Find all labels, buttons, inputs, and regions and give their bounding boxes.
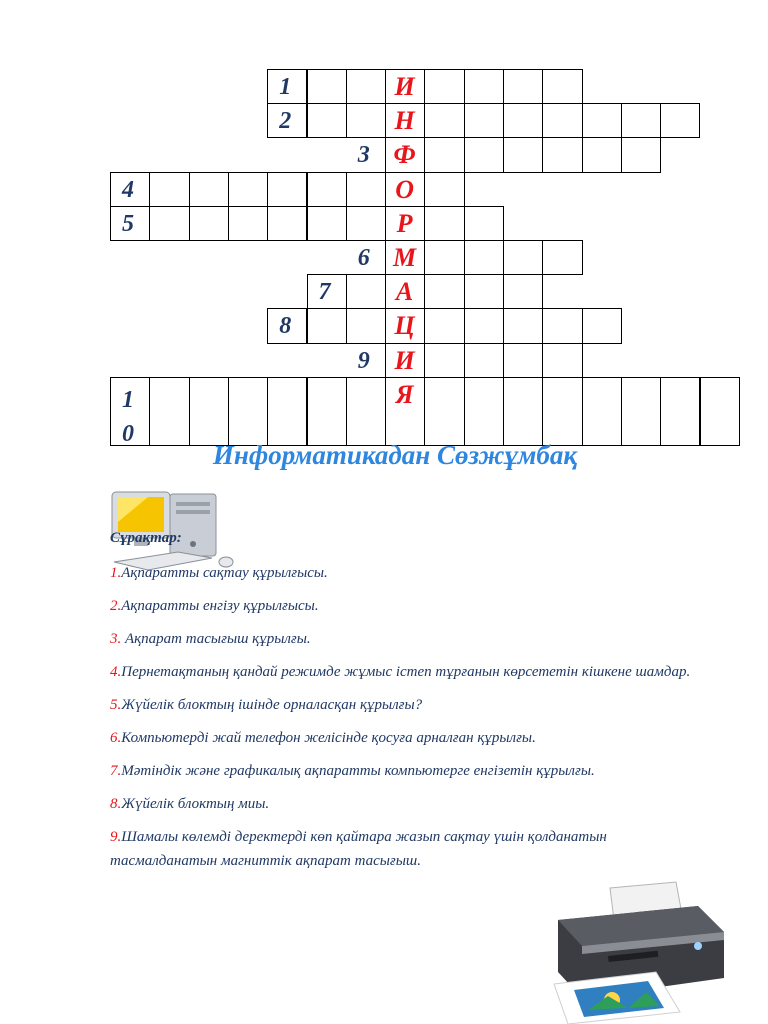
crossword-cell[interactable]	[464, 240, 504, 275]
crossword-cell[interactable]	[464, 343, 504, 378]
crossword-cell[interactable]	[542, 308, 582, 343]
question-text: Шамалы көлемді деректерді көп қайтара жазып сақтау үшін қолданатын тасмалданатын магниттік ақпарат тасығыш.	[110, 829, 607, 869]
crossword-cell[interactable]	[307, 69, 347, 104]
keyword-letter: А	[395, 277, 414, 307]
question-item	[110, 660, 710, 684]
questions-section	[110, 530, 710, 882]
crossword-cell[interactable]	[542, 69, 582, 104]
crossword-cell[interactable]	[424, 274, 464, 309]
crossword-cell[interactable]	[346, 308, 386, 343]
crossword-cell[interactable]	[582, 377, 622, 446]
crossword-cell[interactable]	[267, 377, 307, 446]
keyword-letter: Р	[396, 208, 413, 238]
clue-number: 1	[279, 74, 292, 100]
crossword-cell[interactable]	[503, 377, 543, 446]
crossword-cell[interactable]	[464, 206, 504, 241]
question-text: Ақпаратты енгізу құрылғысы.	[121, 598, 319, 614]
keyword-letter: Ц	[394, 311, 415, 341]
keyword-letter: О	[395, 174, 414, 204]
crossword-cell[interactable]	[582, 137, 622, 172]
crossword-cell[interactable]	[582, 308, 622, 343]
inkjet-printer-icon	[548, 880, 728, 1024]
clue-number: 7	[318, 279, 331, 306]
crossword-cell[interactable]	[503, 274, 543, 309]
crossword-cell[interactable]	[464, 274, 504, 309]
crossword-cell[interactable]	[542, 343, 582, 378]
crossword-cell[interactable]	[267, 206, 307, 241]
clue-number: 3	[357, 142, 370, 169]
crossword-cell[interactable]	[189, 377, 229, 446]
crossword-cell[interactable]	[307, 308, 347, 343]
question-number: 2.	[110, 598, 122, 614]
question-number: 1.	[110, 565, 122, 581]
question-text: Жүйелік блоктың миы.	[121, 796, 270, 812]
question-number: 7.	[110, 763, 122, 779]
crossword-cell[interactable]	[307, 103, 347, 138]
crossword-cell[interactable]	[424, 103, 464, 138]
crossword-cell[interactable]	[228, 206, 268, 241]
crossword-cell[interactable]	[621, 103, 661, 138]
clue-number: 2	[279, 108, 292, 135]
question-item	[110, 627, 710, 651]
crossword-cell[interactable]	[346, 69, 386, 104]
question-item	[110, 594, 710, 618]
question-item	[110, 759, 710, 783]
crossword-cell[interactable]	[424, 137, 464, 172]
crossword-cell[interactable]	[307, 172, 347, 207]
question-item	[110, 792, 710, 816]
crossword-cell[interactable]	[228, 377, 268, 446]
question-number: 9.	[110, 829, 122, 845]
clue-number: 6	[357, 245, 370, 271]
crossword-cell[interactable]	[503, 240, 543, 275]
crossword-cell[interactable]	[503, 69, 543, 104]
crossword-cell[interactable]	[582, 103, 622, 138]
crossword-cell[interactable]	[660, 103, 700, 138]
clue-number: 9	[357, 347, 370, 374]
crossword-cell[interactable]	[503, 137, 543, 172]
crossword-cell[interactable]	[228, 172, 268, 207]
crossword-cell[interactable]	[346, 206, 386, 241]
question-number: 6.	[110, 730, 122, 746]
crossword-cell[interactable]	[424, 69, 464, 104]
keyword-letter: И	[394, 345, 415, 375]
crossword-cell[interactable]	[464, 137, 504, 172]
question-number: 3.	[110, 631, 122, 647]
crossword-cell[interactable]	[267, 172, 307, 207]
crossword-cell[interactable]	[346, 172, 386, 207]
keyword-letter: М	[393, 243, 417, 272]
crossword-cell[interactable]	[464, 103, 504, 138]
question-number: 8.	[110, 796, 122, 812]
question-text: Мәтіндік және графикалық ақпаратты компьютерге енгізетін құрылғы.	[121, 763, 595, 779]
crossword-cell[interactable]	[424, 308, 464, 343]
crossword-cell[interactable]	[464, 308, 504, 343]
crossword-cell[interactable]	[542, 103, 582, 138]
clue-number: 1 0	[122, 386, 134, 447]
crossword-cell[interactable]	[542, 240, 582, 275]
keyword-letter: Я	[395, 379, 414, 409]
crossword-grid	[0, 0, 768, 450]
question-text: Пернетақтаның қандай режимде жұмыс істеп тұрғанын көрсететін кішкене шамдар.	[121, 664, 691, 680]
keyword-letter: И	[394, 72, 415, 101]
page-title: Информатикадан Сөзжұмбақ	[212, 440, 578, 470]
keyword-letter: Ф	[393, 140, 416, 170]
question-text: Компьютерді жай телефон желісінде қосуға арналған құрылғы.	[121, 730, 536, 746]
crossword-cell[interactable]	[149, 206, 189, 241]
crossword-cell[interactable]	[346, 274, 386, 309]
clue-number: 8	[279, 313, 292, 340]
crossword-cell[interactable]	[424, 377, 464, 446]
crossword-cell[interactable]	[700, 377, 740, 446]
crossword-cell[interactable]	[464, 69, 504, 104]
crossword-cell[interactable]	[503, 343, 543, 378]
crossword-cell[interactable]	[149, 377, 189, 446]
question-item	[110, 561, 710, 585]
clue-number: 4	[122, 176, 134, 203]
crossword-cell[interactable]	[542, 377, 582, 446]
clue-number: 5	[122, 210, 134, 237]
crossword-cell[interactable]	[149, 172, 189, 207]
crossword-cell[interactable]	[542, 137, 582, 172]
crossword-cell[interactable]	[346, 377, 386, 446]
question-text: Ақпаратты сақтау құрылғысы.	[121, 565, 328, 581]
crossword-cell[interactable]	[503, 308, 543, 343]
question-text: Жүйелік блоктың ішінде орналасқан құрылғы?	[121, 697, 423, 713]
question-item	[110, 726, 710, 750]
crossword-cell[interactable]	[503, 103, 543, 138]
crossword-cell[interactable]	[189, 206, 229, 241]
question-item	[110, 825, 710, 873]
crossword-cell[interactable]	[307, 377, 347, 446]
crossword-cell[interactable]	[424, 206, 464, 241]
question-number: 4.	[110, 664, 122, 680]
crossword-cell[interactable]	[424, 343, 464, 378]
crossword-cell[interactable]	[346, 103, 386, 138]
keyword-letter: Н	[394, 106, 415, 136]
crossword-cell[interactable]	[621, 137, 661, 172]
questions-heading: Сұрақтар:	[110, 530, 182, 546]
question-text: Ақпарат тасығыш құрылғы.	[121, 631, 311, 647]
crossword-cell[interactable]	[424, 172, 464, 207]
question-item	[110, 693, 710, 717]
crossword-cell[interactable]	[464, 377, 504, 446]
crossword-cell[interactable]	[660, 377, 700, 446]
crossword-cell[interactable]	[424, 240, 464, 275]
crossword-cell[interactable]	[189, 172, 229, 207]
crossword-cell[interactable]	[307, 206, 347, 241]
crossword-cell[interactable]	[621, 377, 661, 446]
question-number: 5.	[110, 697, 122, 713]
